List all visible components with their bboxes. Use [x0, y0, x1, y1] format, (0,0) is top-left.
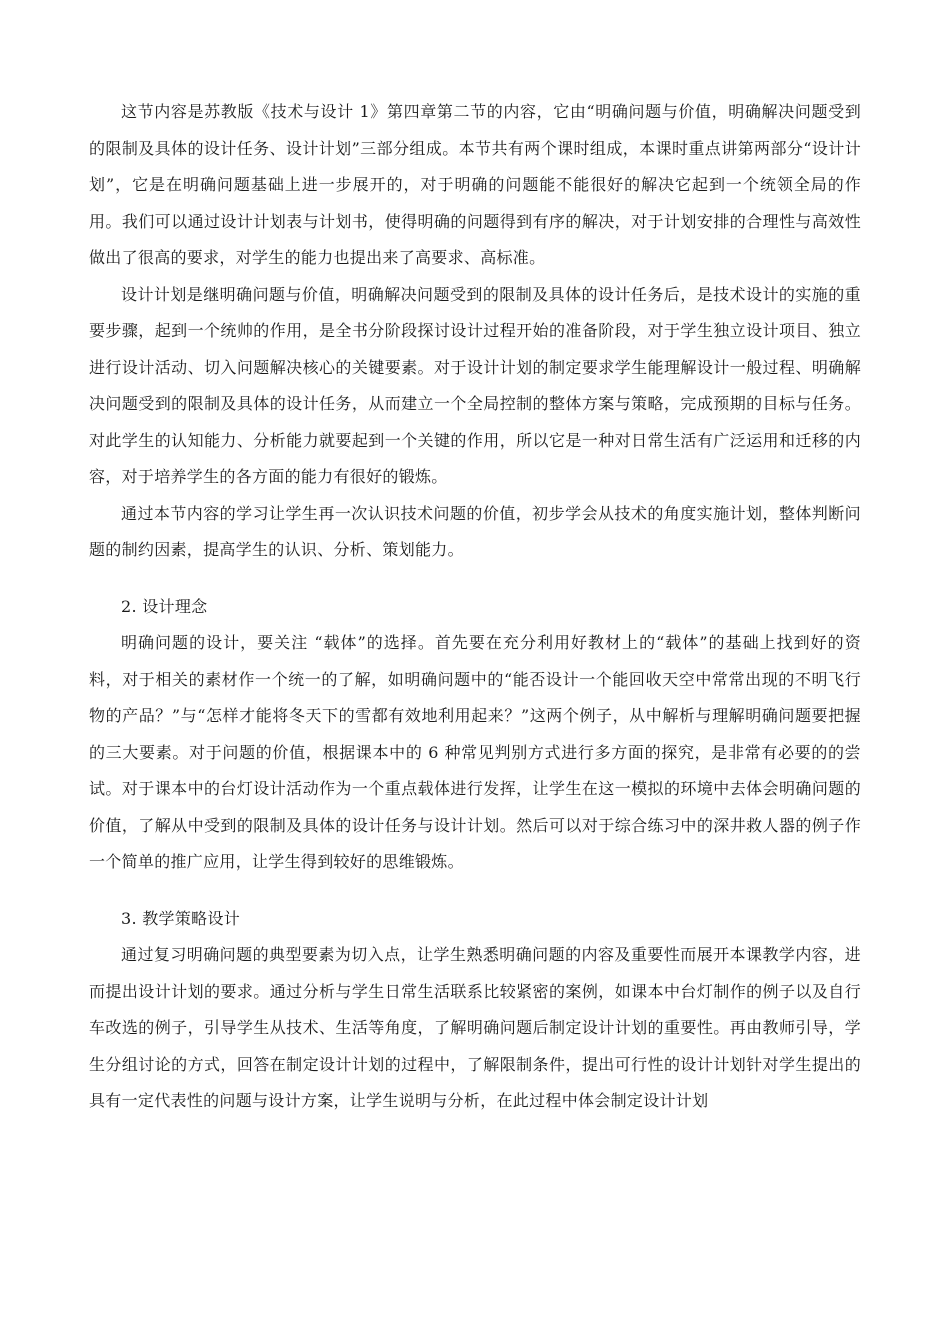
section-spacer — [89, 569, 861, 589]
intro-paragraph-2: 设计计划是继明确问题与价值，明确解决问题受到的限制及具体的设计任务后，是技术设计的实施的重要步骤，起到一个统帅的作用，是全书分阶段探讨设计过程开始的准备阶段，对于学生独立设计项目、独立进行设计活动、切入问题解决核心的关键要素。对于设计计划的制定要求学生能理解设计一般过程、明确解决问题受到的限制及具体的设计任务，从而建立一个全局控制的整体方案与策略，完成预期的目标与任务。对此学生的认知能力、分析能力就要起到一个关键的作用，所以它是一种对日常生活有广泛运用和迁移的内容，对于培养学生的各方面的能力有很好的锻炼。 — [89, 284, 861, 486]
intro-paragraph-1: 这节内容是苏教版《技术与设计 1》第四章第二节的内容，它由“明确问题与价值，明确解决问题受到的限制及具体的设计任务、设计计划”三部分组成。本节共有两个课时组成，本课时重点讲第两部分“设计计划”，它是在明确问题基础上进一步展开的，对于明确的问题能不能很好的解决它起到一个统领全局的作用。我们可以通过设计计划表与计划书，使得明确的问题得到有序的解决，对于计划安排的合理性与高效性做出了很高的要求，对学生的能力也提出来了高要求、高标准。 — [89, 102, 861, 267]
section-3-heading: 3. 教学策略设计 — [121, 908, 241, 928]
section-2-heading: 2. 设计理念 — [121, 596, 208, 616]
section-2-paragraph-1: 明确问题的设计，要关注 “载体”的选择。首先要在充分利用好教材上的“载体”的基础上找到好的资料，对于相关的素材作一个统一的了解，如明确问题中的“能否设计一个能回收天空中常常出现的不明飞行物的产品？”与“怎样才能将冬天下的雪都有效地利用起来？”这两个例子，从中解析与理解明确问题要把握的三大要素。对于问题的价值，根据课本中的 6 种常见判别方式进行多方面的探究，是非常有必要的的尝试。对于课本中的台灯设计活动作为一个重点载体进行发挥，让学生在这一模拟的环境中去体会明确问题的价值，了解从中受到的限制及具体的设计任务与设计计划。然后可以对于综合练习中的深井救人器的例子作一个简单的推广应用，让学生得到较好的思维锻炼。 — [89, 633, 861, 871]
document-page — [89, 94, 861, 1120]
intro-paragraph-3: 通过本节内容的学习让学生再一次认识技术问题的价值，初步学会从技术的角度实施计划，整体判断问题的制约因素，提高学生的认识、分析、策划能力。 — [89, 503, 861, 559]
section-spacer — [89, 881, 861, 901]
section-3-paragraph-1: 通过复习明确问题的典型要素为切入点，让学生熟悉明确问题的内容及重要性而展开本课教学内容，进而提出设计计划的要求。通过分析与学生日常生活联系比较紧密的案例，如课本中台灯制作的例子以及自行车改选的例子，引导学生从技术、生活等角度，了解明确问题后制定设计计划的重要性。再由教师引导，学生分组讨论的方式，回答在制定设计计划的过程中，了解限制条件，提出可行性的设计计划针对学生提出的具有一定代表性的问题与设计方案，让学生说明与分析，在此过程中体会制定设计计划 — [89, 945, 861, 1110]
